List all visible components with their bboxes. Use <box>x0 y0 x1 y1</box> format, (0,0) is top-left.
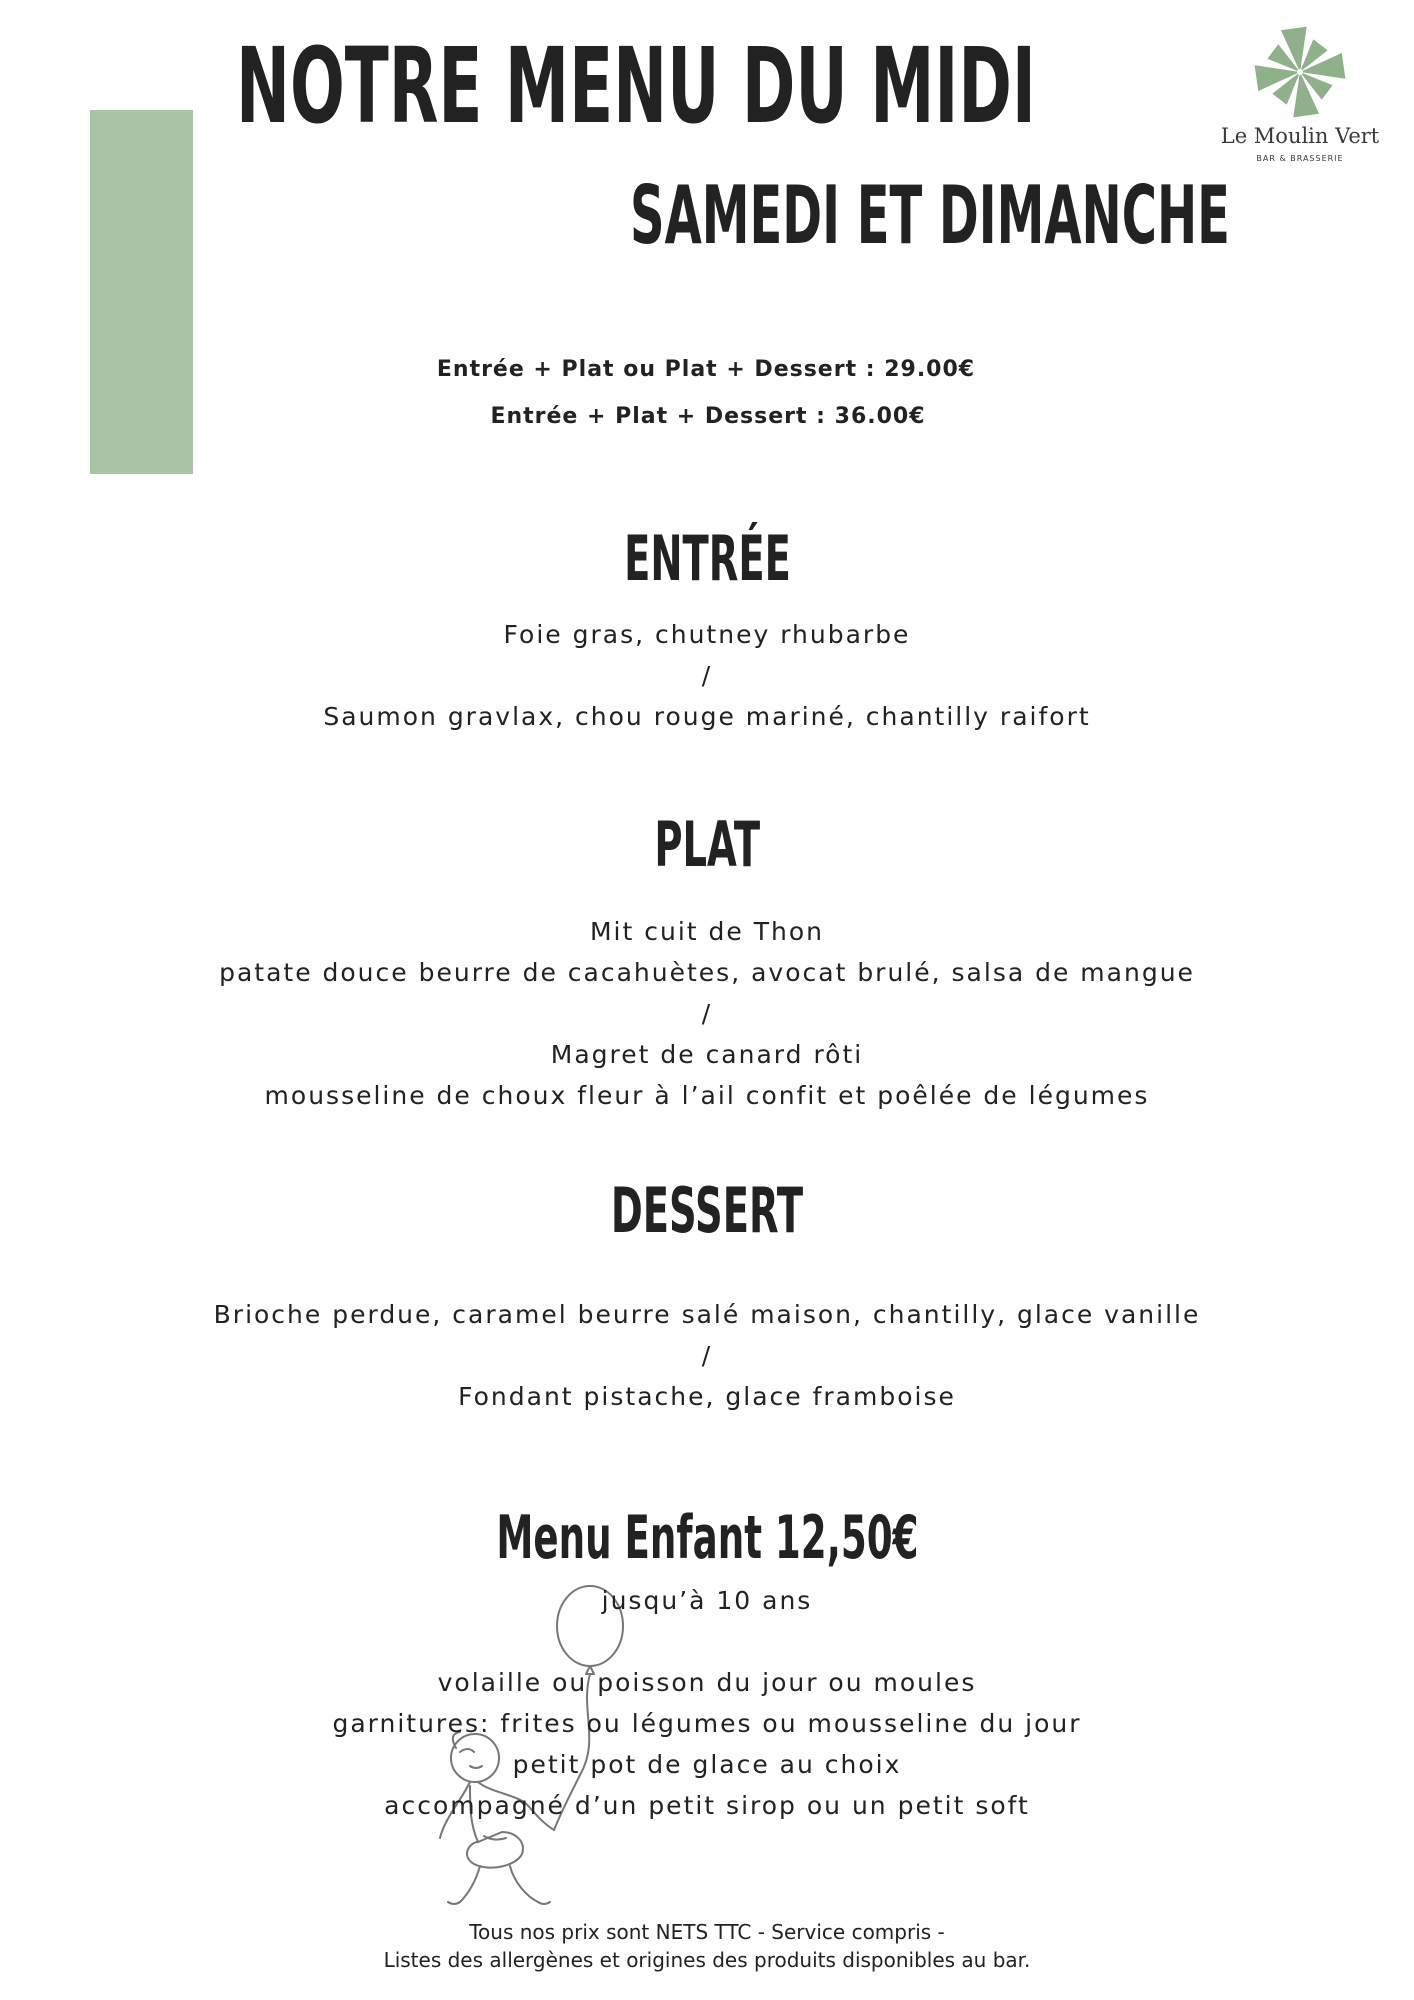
dish-line: Mit cuit de Thon <box>589 917 824 946</box>
kids-menu-items <box>0 1662 1414 1826</box>
dish-separator: / <box>701 661 713 690</box>
dish-separator: / <box>701 999 713 1028</box>
section-heading-entree: ENTRÉE <box>623 522 791 595</box>
page-title: NOTRE MENU DU MIDI <box>236 25 1036 147</box>
dish-line: Magret de canard rôti <box>550 1040 864 1069</box>
footer-price-note: Tous nos prix sont NETS TTC - Service compris - <box>469 1920 945 1944</box>
price-formulas <box>0 346 1414 440</box>
kids-menu-line: petit pot de glace au choix <box>512 1750 902 1779</box>
logo-tagline: BAR & BRASSERIE <box>1256 154 1344 163</box>
restaurant-logo <box>1200 20 1400 170</box>
dish-line: Saumon gravlax, chou rouge mariné, chantilly raifort <box>323 702 1091 731</box>
footer-note <box>0 1918 1414 1974</box>
kids-menu-line: garnitures: frites ou légumes ou mousseline du jour <box>332 1709 1082 1738</box>
windmill-icon <box>1248 20 1352 124</box>
kids-menu-line: volaille ou poisson du jour ou moules <box>437 1668 977 1697</box>
kids-menu-line: accompagné d’un petit sirop ou un petit soft <box>384 1791 1030 1820</box>
section-plat-dishes <box>0 911 1414 1116</box>
section-heading-plat: PLAT <box>654 808 760 881</box>
section-entree-dishes <box>0 614 1414 737</box>
price-formula-three-courses: Entrée + Plat + Dessert : 36.00€ <box>490 404 926 429</box>
kids-menu-age <box>0 1580 1414 1621</box>
dish-line: Brioche perdue, caramel beurre salé maison, chantilly, glace vanille <box>213 1300 1201 1329</box>
section-heading-dessert: DESSERT <box>610 1174 804 1247</box>
dish-line: mousseline de choux fleur à l’ail confit et poêlée de légumes <box>264 1081 1150 1110</box>
footer-allergen-note: Listes des allergènes et origines des produits disponibles au bar. <box>383 1948 1031 1972</box>
dish-separator: / <box>701 1341 713 1370</box>
kids-age-limit: jusqu’à 10 ans <box>601 1586 813 1615</box>
page-subtitle: SAMEDI ET DIMANCHE <box>630 169 1230 262</box>
price-formula-two-courses: Entrée + Plat ou Plat + Dessert : 29.00€ <box>436 357 976 382</box>
dish-line: patate douce beurre de cacahuètes, avocat brulé, salsa de mangue <box>219 958 1195 987</box>
dish-line: Fondant pistache, glace framboise <box>458 1382 956 1411</box>
logo-name: Le Moulin Vert <box>1220 124 1380 148</box>
kids-menu-heading: Menu Enfant 12,50€ <box>495 1503 919 1573</box>
section-dessert-dishes <box>0 1294 1414 1417</box>
dish-line: Foie gras, chutney rhubarbe <box>503 620 911 649</box>
